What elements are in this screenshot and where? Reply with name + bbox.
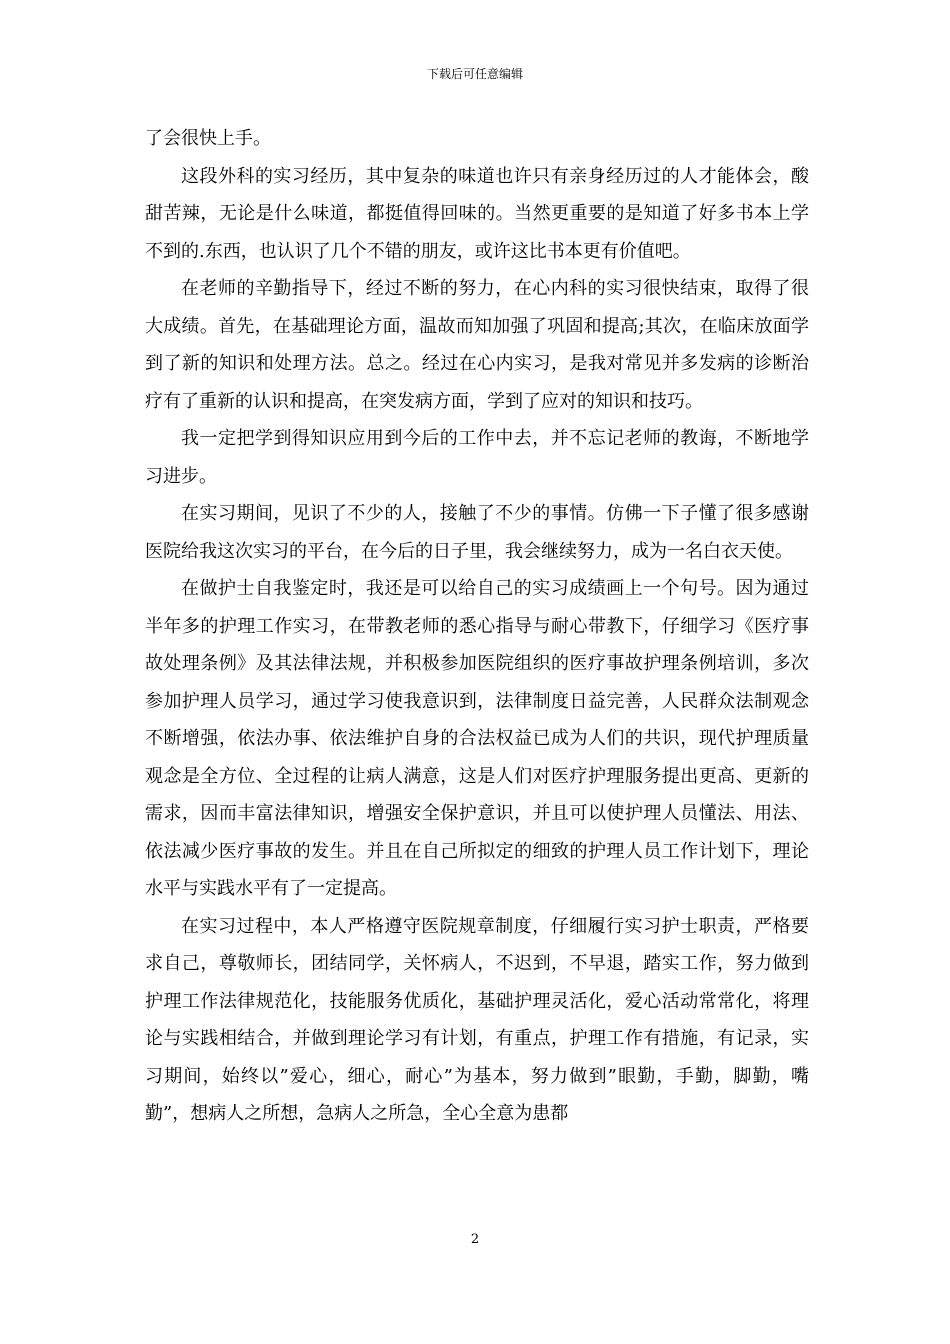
page-number: 2 [470, 1232, 480, 1247]
paragraph: 在实习过程中，本人严格遵守医院规章制度，仔细履行实习护士职责，严格要求自己，尊敬师长，团结同学，关怀病人，不迟到，不早退，踏实工作，努力做到护理工作法律规范化，技能服务优质化，基础护理灵活化，爱心活动常常化，将理论与实践相结合，并做到理论学习有计划，有重点，护理工作有措施，有记录，实习期间，始终以”爱心，细心，耐心”为基本，努力做到”眼勤，手勤，脚勤，嘴勤”，想病人之所想，急病人之所急，全心全意为患都 [145, 915, 809, 1124]
document-body [145, 120, 809, 1133]
paragraph: 这段外科的实习经历，其中复杂的味道也许只有亲身经历过的人才能体会，酸甜苦辣，无论是什么味道，都挺值得回味的。当然更重要的是知道了好多书本上学不到的.东西，也认识了几个不错的朋友，或许这比书本更有价值吧。 [145, 165, 809, 262]
paragraph: 在实习期间，见识了不少的人，接触了不少的事情。仿佛一下子懂了很多感谢医院给我这次实习的平台，在今后的日子里，我会继续努力，成为一名白衣天使。 [145, 503, 809, 562]
paragraph-continuation: 了会很快上手。 [145, 128, 271, 149]
paragraph: 在做护士自我鉴定时，我还是可以给自己的实习成绩画上一个句号。因为通过半年多的护理工作实习，在带教老师的悉心指导与耐心带教下，仔细学习《医疗事故处理条例》及其法律法规，并积极参加医院组织的医疗事故护理条例培训，多次参加护理人员学习，通过学习使我意识到，法律制度日益完善，人民群众法制观念不断增强，依法办事、依法维护自身的合法权益已成为人们的共识，现代护理质量观念是全方位、全过程的让病人满意，这是人们对医疗护理服务提出更高、更新的需求，因而丰富法律知识，增强安全保护意识，并且可以使护理人员懂法、用法、依法减少医疗事故的发生。并且在自己所拟定的细致的护理人员工作计划下，理论水平与实践水平有了一定提高。 [145, 578, 809, 899]
paragraph: 我一定把学到得知识应用到今后的工作中去，并不忘记老师的教诲，不断地学习进步。 [145, 428, 809, 487]
paragraph: 在老师的辛勤指导下，经过不断的努力，在心内科的实习很快结束，取得了很大成绩。首先，在基础理论方面，温故而知加强了巩固和提高;其次，在临床放面学到了新的知识和处理方法。总之。经过在心内实习，是我对常见并多发病的诊断治疗有了重新的认识和提高，在突发病方面，学到了应对的知识和技巧。 [145, 278, 809, 412]
page-header: 下载后可任意编辑 [426, 67, 523, 81]
